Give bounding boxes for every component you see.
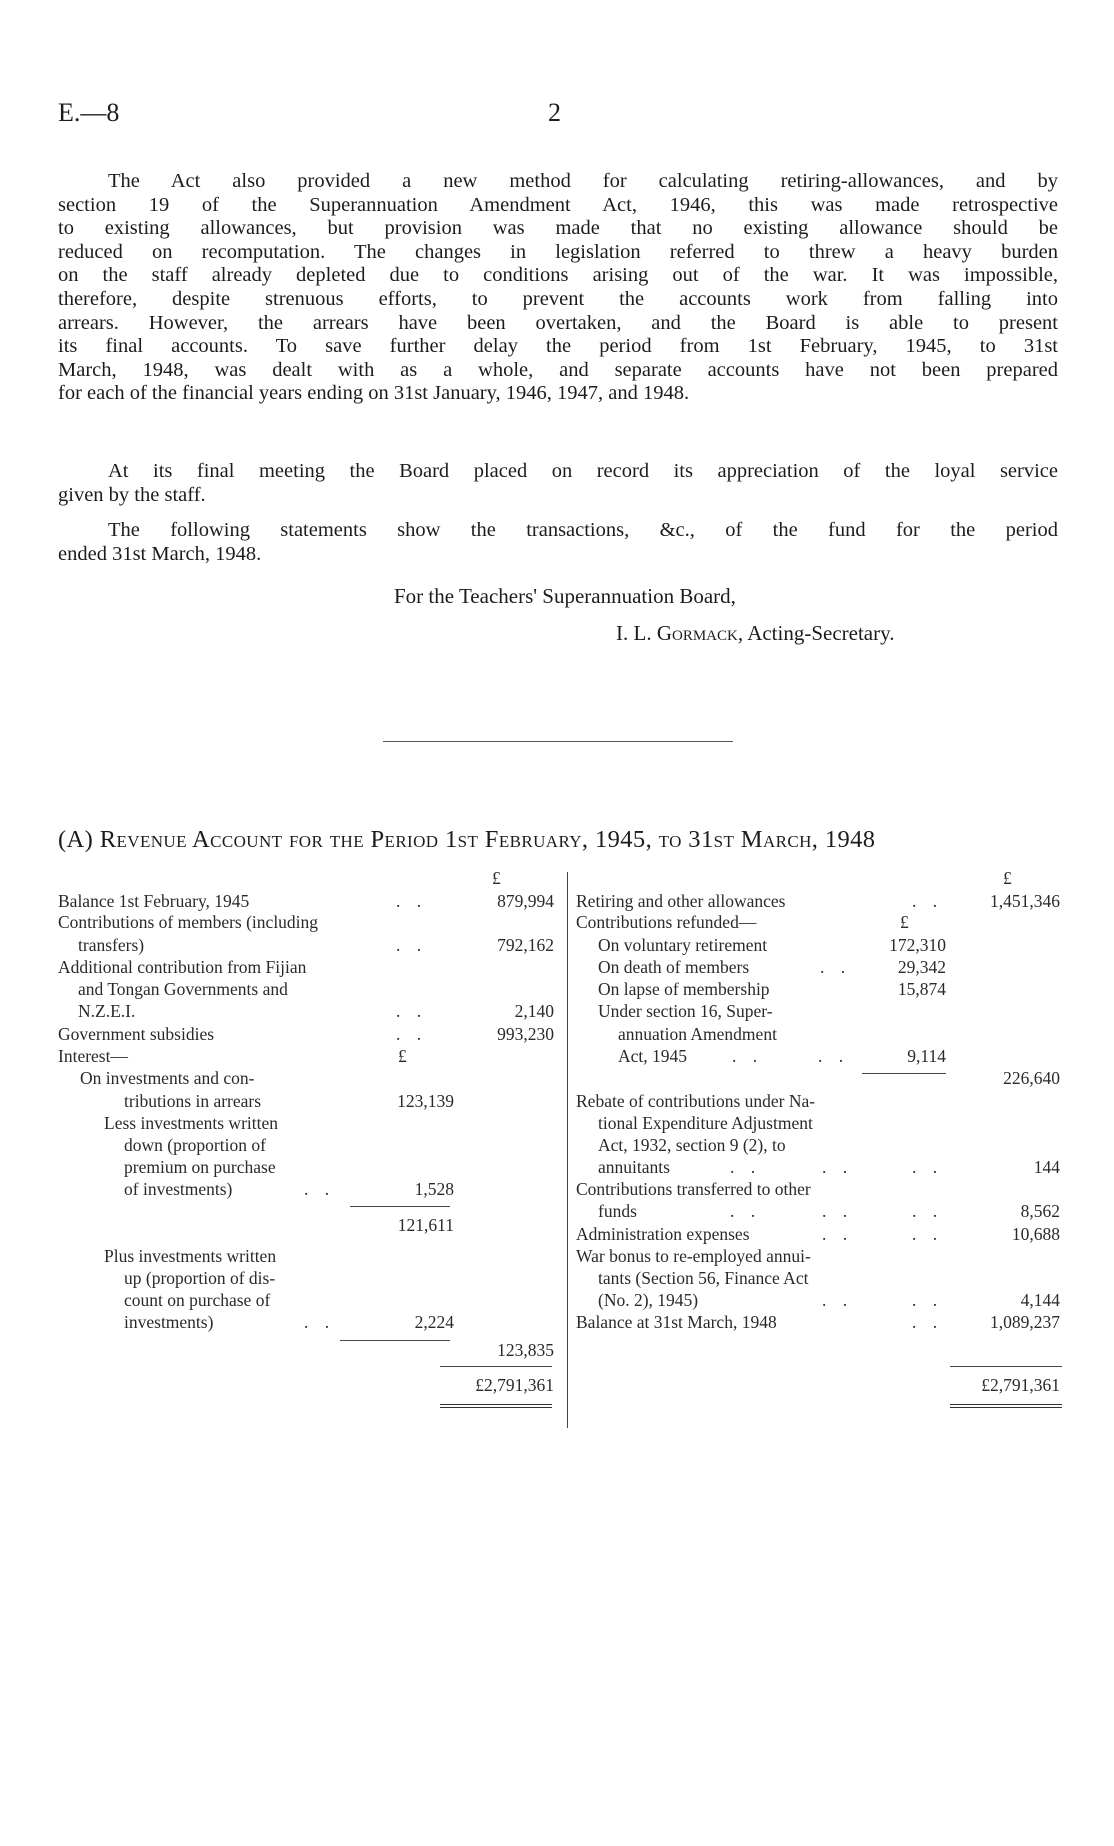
- leader-dots: . .: [912, 1312, 944, 1332]
- death-of-members-value: 29,342: [897, 957, 946, 977]
- intro-paragraph-3: [58, 519, 1058, 566]
- interest-total-value: 123,835: [497, 1340, 554, 1360]
- contributions-refunded-label: Contributions refunded—: [576, 912, 757, 932]
- account-column-divider: [567, 872, 568, 1428]
- page-number: 2: [548, 98, 561, 127]
- leader-dots: . .: [822, 1290, 854, 1310]
- leader-dots: . .: [396, 891, 428, 911]
- para2-line: At its final meeting the Board placed on record its appreciation of the loyal service: [108, 460, 1058, 482]
- closing-balance-value: 1,089,237: [990, 1312, 1060, 1332]
- less-written-down-label-cont: premium on purchase: [124, 1157, 276, 1177]
- signature-board-line: For the Teachers' Superannuation Board,: [394, 584, 736, 608]
- leader-dots: . .: [304, 1179, 336, 1199]
- voluntary-retirement-label: On voluntary retirement: [598, 935, 768, 955]
- lapse-of-membership-label: On lapse of membership: [598, 979, 770, 999]
- plus-written-up-label-cont: investments): [124, 1312, 214, 1332]
- investments-value: 123,139: [397, 1091, 454, 1111]
- voluntary-retirement-value: 172,310: [889, 935, 946, 955]
- leader-dots: . .: [912, 1201, 944, 1221]
- left-grand-total: £2,791,361: [475, 1375, 554, 1395]
- refunds-rule: [862, 1073, 946, 1074]
- para3-line: ended 31st March, 1948.: [58, 542, 262, 565]
- war-bonus-value: 4,144: [1020, 1290, 1060, 1310]
- contributions-label-cont: transfers): [78, 935, 145, 955]
- para1-line: to existing allowances, but provision was made that no existing allowance should be: [58, 217, 1058, 240]
- retiring-allowances-label: Retiring and other allowances: [576, 891, 786, 911]
- intro-paragraph-2: [58, 460, 1058, 507]
- contributions-value: 792,162: [497, 935, 554, 955]
- balance-label: Balance 1st February, 1945: [58, 891, 250, 911]
- plus-written-up-label-cont: count on purchase of: [124, 1290, 271, 1310]
- additional-contribution-label-cont: N.Z.E.I.: [78, 1001, 136, 1021]
- transferred-label: Contributions transferred to other: [576, 1179, 811, 1199]
- left-currency-header: £: [492, 868, 501, 888]
- leader-dots: . .: [820, 957, 852, 977]
- refunds-currency-header: £: [900, 912, 909, 932]
- interest-subtotal-value: 121,611: [397, 1215, 454, 1235]
- para1-line: for each of the financial years ending on 31st January, 1946, 1947, and 1948.: [58, 382, 690, 405]
- leader-dots: . .: [730, 1201, 762, 1221]
- para1-line: section 19 of the Superannuation Amendment Act, 1946, this was made retrospective: [58, 193, 1058, 216]
- intro-paragraph-1: [58, 170, 1058, 406]
- additional-contribution-label-cont: and Tongan Governments and: [78, 979, 288, 999]
- leader-dots: . .: [732, 1046, 764, 1066]
- right-currency-header: £: [1003, 868, 1012, 888]
- war-bonus-label-cont: (No. 2), 1945): [598, 1290, 699, 1310]
- right-total-rule: [950, 1366, 1062, 1367]
- rebate-value: 144: [1033, 1157, 1060, 1177]
- government-subsidies-label: Government subsidies: [58, 1024, 215, 1044]
- additional-contribution-label: Additional contribution from Fijian: [58, 957, 307, 977]
- signature-name-line: [616, 621, 895, 646]
- para1-line: on the staff already depleted due to conditions arising out of the war. It was impossible,: [58, 264, 1058, 287]
- contributions-label: Contributions of members (including: [58, 912, 319, 932]
- government-subsidies-value: 993,230: [497, 1024, 554, 1044]
- less-written-down-value: 1,528: [414, 1179, 454, 1199]
- subtotal-rule: [350, 1206, 450, 1207]
- left-double-rule: [440, 1404, 552, 1408]
- less-written-down-label-cont: down (proportion of: [124, 1135, 266, 1155]
- refunded-total-value: 226,640: [1003, 1068, 1060, 1088]
- leader-dots: . .: [818, 1046, 850, 1066]
- transferred-value: 8,562: [1020, 1201, 1060, 1221]
- less-written-down-label: Less investments written: [104, 1113, 279, 1133]
- section-separator: [383, 741, 733, 742]
- closing-balance-label: Balance at 31st March, 1948: [576, 1312, 777, 1332]
- leader-dots: . .: [730, 1157, 762, 1177]
- leader-dots: . .: [822, 1224, 854, 1244]
- section-16-label-cont: Act, 1945: [618, 1046, 688, 1066]
- leader-dots: . .: [822, 1157, 854, 1177]
- interest-currency-header: £: [398, 1046, 407, 1066]
- investments-label: On investments and con-: [80, 1068, 255, 1088]
- interest-rule: [340, 1340, 450, 1341]
- leader-dots: . .: [912, 1224, 944, 1244]
- leader-dots: . .: [396, 1001, 428, 1021]
- additional-contribution-value: 2,140: [514, 1001, 554, 1021]
- plus-written-up-label-cont: up (proportion of dis-: [124, 1268, 276, 1288]
- balance-value: 879,994: [497, 891, 554, 911]
- rebate-label: Rebate of contributions under Na-: [576, 1091, 816, 1111]
- right-grand-total: £2,791,361: [981, 1375, 1060, 1395]
- lapse-of-membership-value: 15,874: [897, 979, 946, 999]
- leader-dots: . .: [912, 891, 944, 911]
- rebate-label-cont: Act, 1932, section 9 (2), to: [598, 1135, 786, 1155]
- right-double-rule: [950, 1404, 1062, 1408]
- para1-line: reduced on recomputation. The changes in legislation referred to threw a heavy burden: [58, 240, 1058, 263]
- rebate-label-cont: annuitants: [598, 1157, 670, 1177]
- para3-line: The following statements show the transactions, &c., of the fund for the period: [108, 519, 1058, 541]
- rebate-label-cont: tional Expenditure Adjustment: [598, 1113, 813, 1133]
- section-16-label: Under section 16, Super-: [598, 1001, 773, 1021]
- leader-dots: . .: [912, 1290, 944, 1310]
- left-total-rule: [440, 1366, 552, 1367]
- retiring-allowances-value: 1,451,346: [990, 891, 1060, 911]
- para1-line: arrears. However, the arrears have been overtaken, and the Board is able to present: [58, 311, 1058, 334]
- signature-initials: I. L.: [616, 621, 652, 645]
- leader-dots: . .: [396, 935, 428, 955]
- interest-label: Interest—: [58, 1046, 128, 1066]
- transferred-label-cont: funds: [598, 1201, 637, 1221]
- para1-line: its final accounts. To save further delay the period from 1st February, 1945, to 31st: [58, 335, 1058, 358]
- signature-title: Acting-Secretary.: [747, 621, 895, 645]
- para2-line: given by the staff.: [58, 483, 206, 506]
- leader-dots: . .: [822, 1201, 854, 1221]
- leader-dots: . .: [396, 1024, 428, 1044]
- leader-dots: . .: [304, 1312, 336, 1332]
- page-reference: E.—8: [58, 98, 120, 127]
- plus-written-up-label: Plus investments written: [104, 1246, 277, 1266]
- section-16-value: 9,114: [907, 1046, 946, 1066]
- section-16-label-cont: annuation Amendment: [618, 1024, 777, 1044]
- war-bonus-label: War bonus to re-employed annui-: [576, 1246, 811, 1266]
- war-bonus-label-cont: tants (Section 56, Finance Act: [598, 1268, 809, 1288]
- signature-name: Gormack,: [656, 621, 744, 645]
- para1-line: The Act also provided a new method for calculating retiring-allowances, and by: [108, 170, 1058, 192]
- para1-line: March, 1948, was dealt with as a whole, and separate accounts have not been prepared: [58, 358, 1058, 381]
- plus-written-up-value: 2,224: [414, 1312, 454, 1332]
- less-written-down-label-cont: of investments): [124, 1179, 233, 1199]
- administration-label: Administration expenses: [576, 1224, 750, 1244]
- account-title: (A) Revenue Account for the Period 1st February, 1945, to 31st March, 1948: [58, 826, 876, 853]
- leader-dots: . .: [912, 1157, 944, 1177]
- administration-value: 10,688: [1011, 1224, 1060, 1244]
- death-of-members-label: On death of members: [598, 957, 750, 977]
- investments-label-cont: tributions in arrears: [124, 1091, 262, 1111]
- para1-line: therefore, despite strenuous efforts, to prevent the accounts work from falling into: [58, 287, 1058, 310]
